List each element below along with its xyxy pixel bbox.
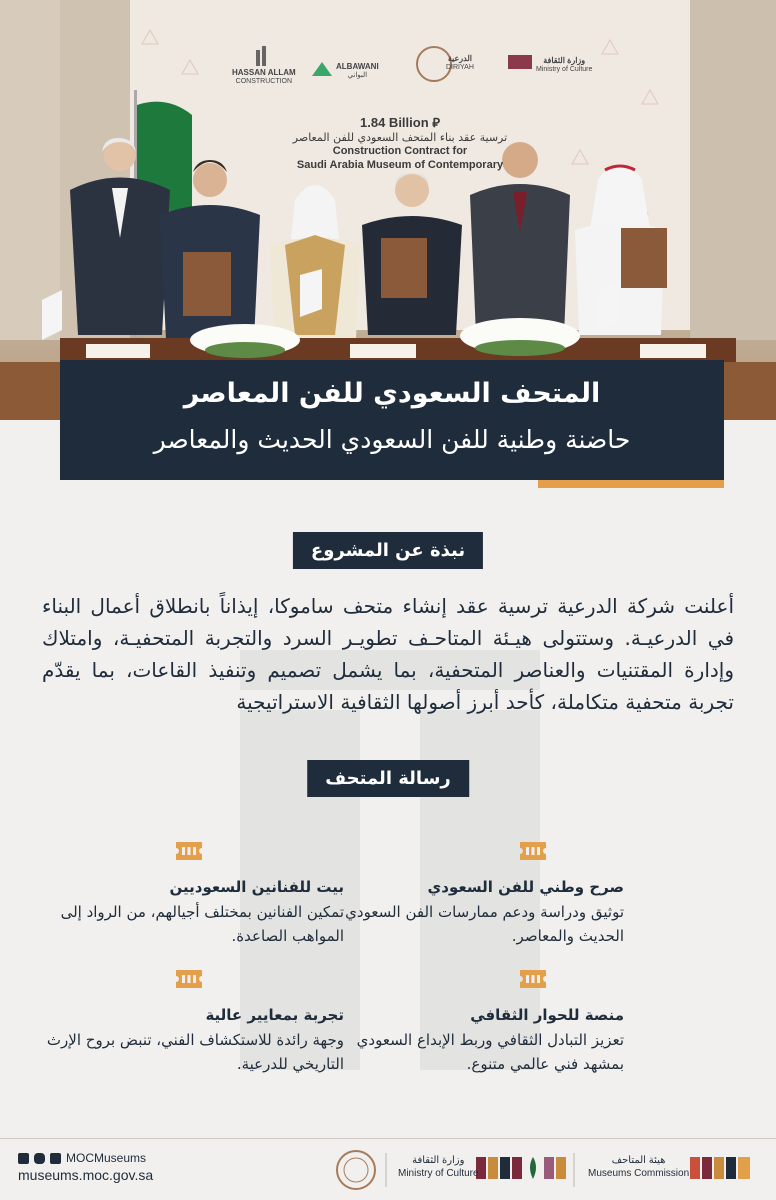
card-title: منصة للحوار الثقافي: [470, 1006, 624, 1024]
about-section-label: نبذة عن المشروع: [293, 532, 483, 569]
contract-title-ar: ترسية عقد بناء المتحف السعودي للفن المعاصر: [292, 131, 508, 145]
card-text: توثيق ودراسة ودعم ممارسات الفن السعودي الحديث والمعاصر.: [345, 903, 624, 945]
commission-name-en: Museums Commission: [588, 1167, 690, 1179]
backdrop-title: [270, 115, 530, 173]
page-title: المتحف السعودي للفن المعاصر: [183, 378, 601, 409]
instagram-icon: [34, 1153, 45, 1164]
ticket-icon: [520, 970, 546, 988]
page-subtitle: حاضنة وطنية للفن السعودي الحديث والمعاصر: [153, 425, 631, 454]
social-handle[interactable]: [18, 1151, 153, 1165]
message-card-artists-home: [44, 878, 344, 948]
card-title: بيت للفنانين السعوديين: [169, 878, 344, 896]
card-title: تجربة بمعايير عالية: [205, 1006, 344, 1024]
ticket-icon: [176, 842, 202, 860]
contract-amount: 1.84 Billion ⃁: [360, 115, 440, 130]
albawani-logo: ALBAWANI البواني: [336, 62, 379, 80]
contract-title-en-1: Construction Contract for: [332, 145, 468, 157]
x-icon: [18, 1153, 29, 1164]
title-banner: [60, 360, 724, 480]
card-text: تعزيز التبادل الثقافي وربط الإبداع السعودي بمشهد فني عالمي متنوع.: [356, 1031, 624, 1073]
ticket-icon: [176, 970, 202, 988]
museums-commission-footer-logo: [588, 1155, 689, 1180]
social-block: [18, 1151, 153, 1183]
diriyah-logo: الدرعية DIRIYAH: [446, 54, 474, 72]
footer-logos: [330, 1147, 760, 1193]
contract-title-en-2: Saudi Arabia Museum of Contemporary: [296, 158, 504, 171]
event-photo: [0, 0, 776, 420]
message-card-world-class-experience: [44, 1006, 344, 1076]
ministry-name-en: Ministry of Culture: [398, 1167, 479, 1179]
signing-ceremony-illustration: [0, 0, 776, 420]
ticket-icon: [520, 842, 546, 860]
message-section-label: رسالة المتحف: [307, 760, 469, 797]
youtube-icon: [50, 1153, 61, 1164]
message-card-national-landmark: [324, 878, 624, 948]
message-card-cultural-dialogue: [324, 1006, 624, 1076]
ministry-of-culture-footer-logo: [398, 1155, 479, 1180]
card-title: صرح وطني للفن السعودي: [427, 878, 624, 896]
ministry-of-culture-logo: وزارة الثقافة Ministry of Culture: [536, 56, 593, 74]
commission-name-ar: هيئة المتاحف: [611, 1155, 666, 1166]
handle-text: MOCMuseums: [66, 1151, 147, 1165]
card-text: تمكين الفنانين بمختلف أجيالهم، من الرواد إلى المواهب الصاعدة.: [60, 903, 344, 945]
website-link[interactable]: museums.moc.gov.sa: [18, 1167, 154, 1183]
hassan-allam-logo: HASSAN ALLAM CONSTRUCTION: [232, 68, 296, 86]
footer: [0, 1138, 776, 1200]
card-text: وجهة رائدة للاستكشاف الفني، تنبض بروح الإرث التاريخي للدرعية.: [46, 1031, 344, 1073]
about-paragraph: أعلنت شركة الدرعية ترسية عقد إنشاء متحف ساموكا، إيذاناً بانطلاق أعمال البناء في الدرعيـة. وستتولى هيـئة المتاحـف تطويـر السرد والتجربة المتحفيـة، وامتلاك وإدارة المقتنيات والعناصر المتحفية، بما يشمل تصميم وتنفيذ القاعات، بما يقدّم تجربة متحفية متكاملة، كأحد أبرز أصولها الثقافية الاستراتيجية: [42, 594, 734, 714]
ministry-name-ar: وزارة الثقافة: [412, 1155, 465, 1166]
